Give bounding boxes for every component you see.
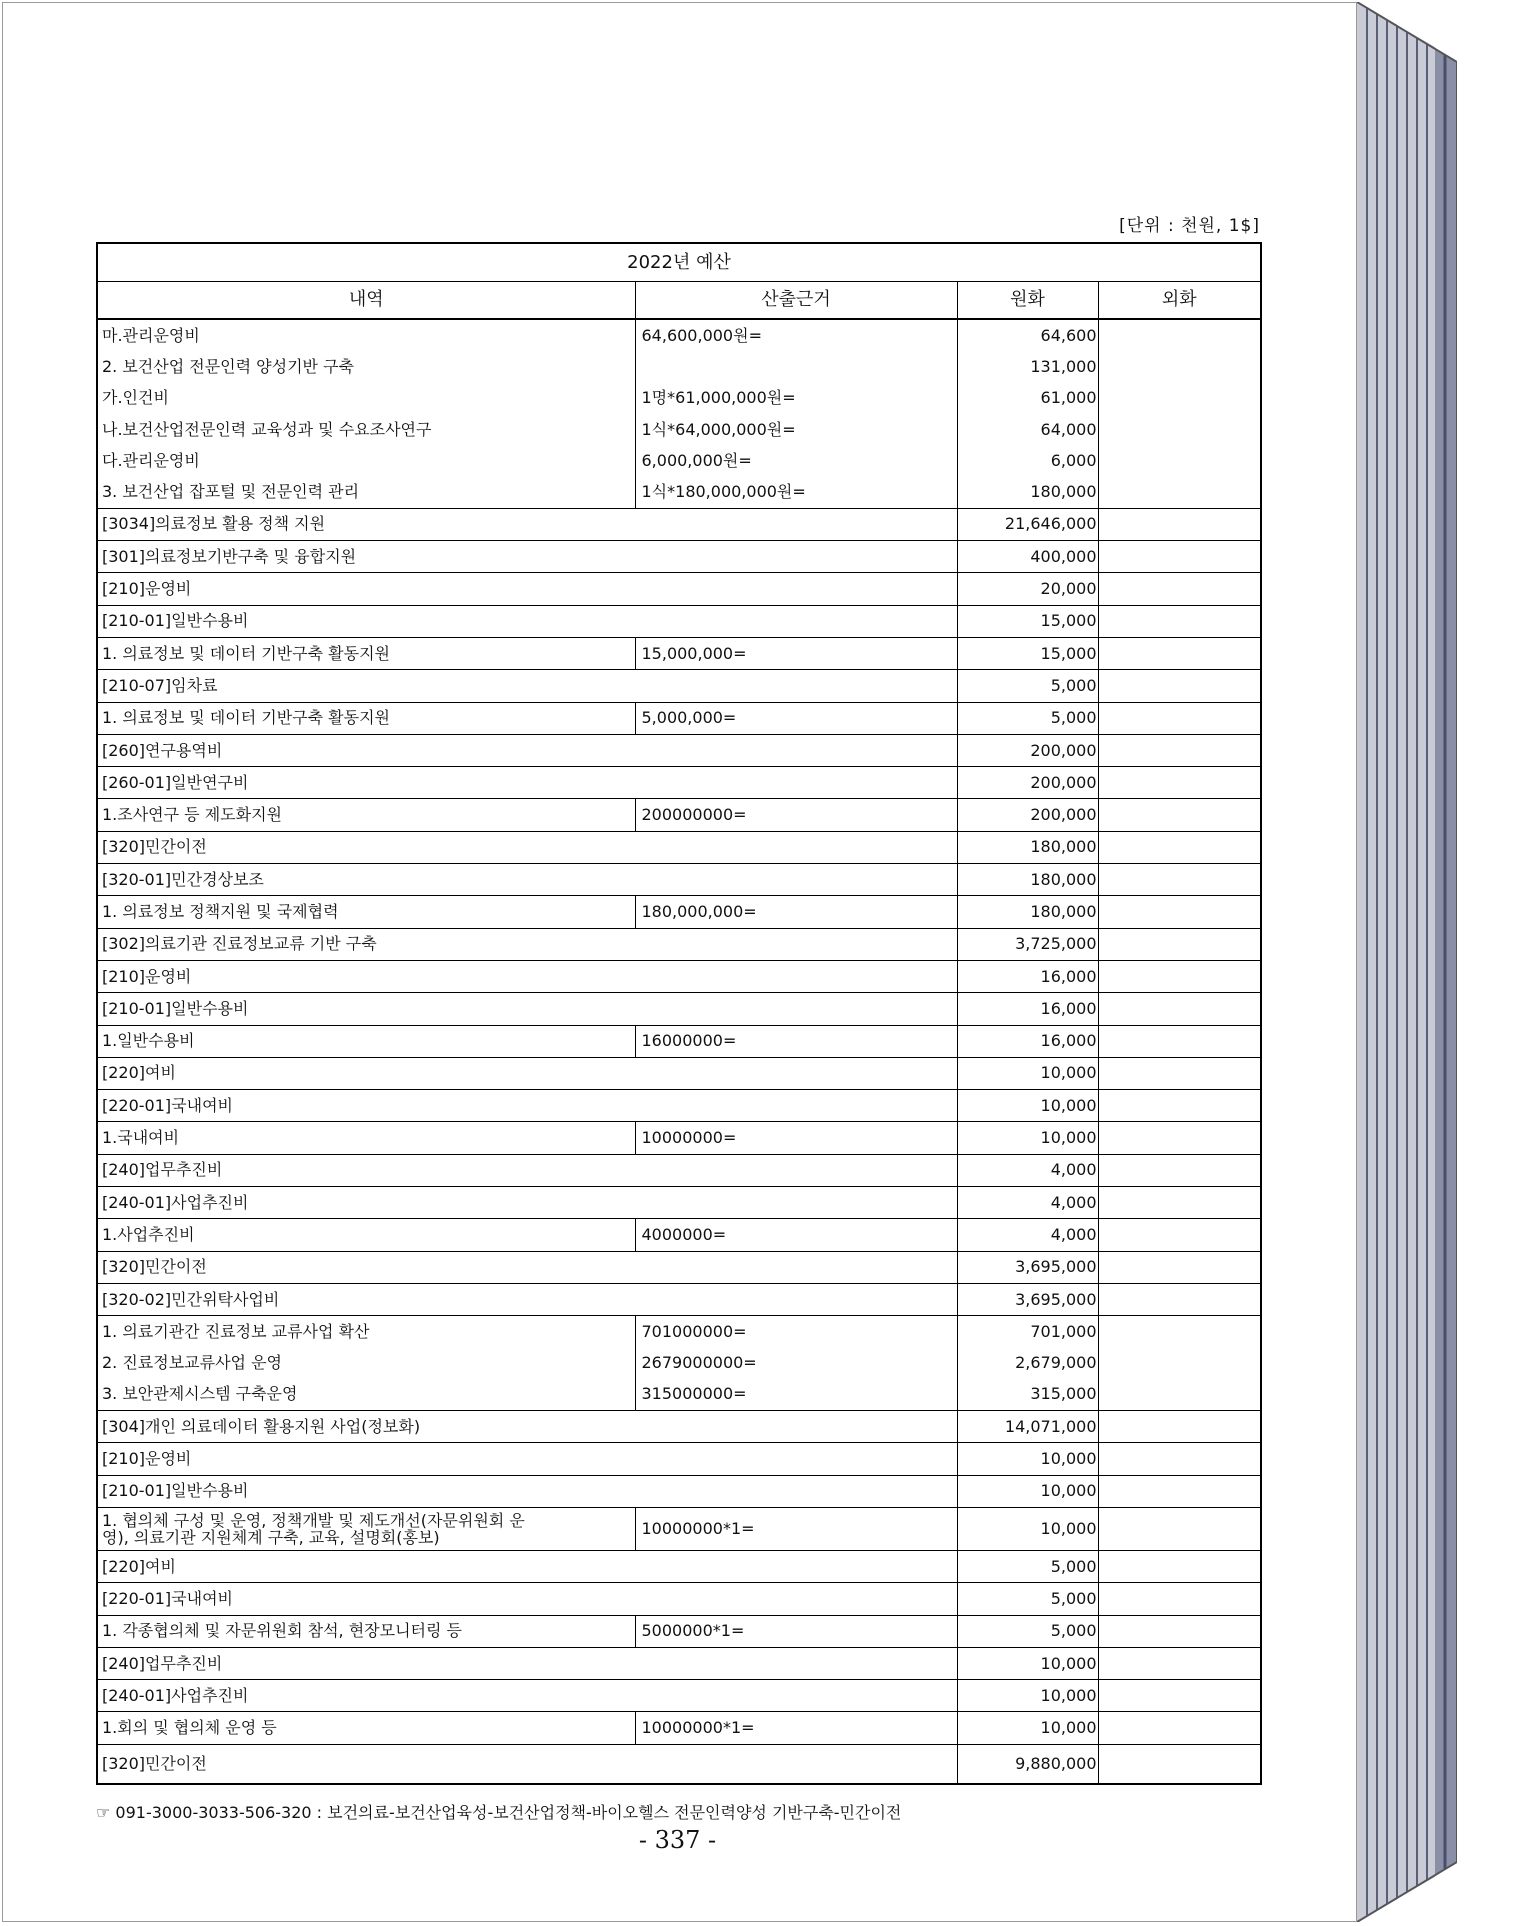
row-won-amount: 3,695,000 [957, 1251, 1098, 1283]
row-won-amount: 180,000 [957, 476, 1098, 508]
row-foreign-amount [1098, 864, 1261, 896]
table-row [97, 734, 1261, 766]
row-description: [210-07]임차료 [97, 670, 957, 702]
row-description: 2. 보건산업 전문인력 양성기반 구축 [102, 356, 354, 376]
table-row [97, 1744, 1261, 1784]
row-basis [635, 351, 957, 382]
row-foreign-amount [1098, 605, 1261, 637]
row-foreign-amount [1098, 1090, 1261, 1122]
row-foreign-amount [1098, 637, 1261, 669]
row-description: [302]의료기관 진료정보교류 기반 구축 [97, 928, 957, 960]
row-basis: 6,000,000원= [635, 445, 957, 476]
row-won-amount: 61,000 [957, 383, 1098, 414]
row-foreign-amount [1098, 1507, 1261, 1550]
table-row [97, 1316, 1261, 1348]
table-row [97, 476, 1261, 508]
row-won-amount: 10,000 [957, 1122, 1098, 1154]
row-foreign-amount [1098, 1443, 1261, 1475]
row-won-amount: 10,000 [957, 1647, 1098, 1679]
table-row [97, 1507, 1261, 1550]
row-won-amount: 5,000 [957, 670, 1098, 702]
row-description: 3. 보안관제시스템 구축운영 [97, 1379, 635, 1411]
row-description: 마.관리운영비 [102, 325, 200, 345]
row-description: [210]운영비 [97, 960, 957, 992]
book-page-edges [1357, 2, 1457, 1922]
table-row [97, 1187, 1261, 1219]
table-row [97, 1712, 1261, 1744]
row-description: [320]민간이전 [102, 1753, 207, 1773]
row-description: [320]민간이전 [97, 1251, 957, 1283]
table-row [97, 1090, 1261, 1122]
row-description: [320]민간이전 [97, 831, 957, 863]
row-basis: 5,000,000= [635, 702, 957, 734]
page-number: - 337 - [638, 1826, 717, 1854]
row-basis: 2679000000= [635, 1348, 957, 1379]
row-description: 1. 의료정보 및 데이터 기반구축 활동지원 [97, 637, 635, 669]
row-foreign-amount [1098, 476, 1261, 508]
table-row [97, 637, 1261, 669]
row-description: [210-01]일반수용비 [97, 993, 957, 1025]
row-foreign-amount [1098, 1475, 1261, 1507]
table-row [97, 670, 1261, 702]
row-description: 가.인건비 [102, 388, 169, 408]
row-foreign-amount [1098, 1680, 1261, 1712]
row-basis: 16000000= [635, 1025, 957, 1057]
table-row [97, 1443, 1261, 1475]
row-foreign-amount [1098, 1348, 1261, 1379]
row-won-amount: 15,000 [957, 605, 1098, 637]
row-won-amount: 4,000 [957, 1219, 1098, 1251]
row-foreign-amount [1098, 319, 1261, 351]
row-description: [210-01]일반수용비 [97, 1475, 957, 1507]
row-won-amount: 200,000 [957, 799, 1098, 831]
table-row [97, 1251, 1261, 1283]
header-foreign: 외화 [1098, 282, 1261, 320]
row-description: 1. 의료기관간 진료정보 교류사업 확산 [102, 1321, 370, 1341]
row-description-text: 1. 협의체 구성 및 운영, 정책개발 및 제도개선(자문위원회 운영), 의료기관 지원체계 구축, 교육, 설명회(홍보) [102, 1510, 525, 1547]
row-won-amount: 5,000 [957, 1583, 1098, 1615]
row-basis: 200000000= [635, 799, 957, 831]
row-description: 1.사업추진비 [97, 1219, 635, 1251]
row-won-amount: 14,071,000 [957, 1411, 1098, 1443]
row-foreign-amount [1098, 1647, 1261, 1679]
row-basis: 64,600,000원= [635, 319, 957, 351]
row-foreign-amount [1098, 573, 1261, 605]
row-basis: 5000000*1= [635, 1615, 957, 1647]
table-row [97, 1583, 1261, 1615]
row-won-amount: 16,000 [957, 1025, 1098, 1057]
table-title-row [97, 243, 1261, 282]
row-foreign-amount [1098, 767, 1261, 799]
row-foreign-amount [1098, 541, 1261, 573]
row-won-amount: 200,000 [957, 767, 1098, 799]
row-basis: 4000000= [635, 1219, 957, 1251]
row-foreign-amount [1098, 1122, 1261, 1154]
row-description: [240-01]사업추진비 [97, 1680, 957, 1712]
table-row [97, 414, 1261, 445]
row-won-amount: 6,000 [957, 445, 1098, 476]
table-row [97, 1379, 1261, 1411]
row-won-amount: 10,000 [957, 1475, 1098, 1507]
table-row [97, 1647, 1261, 1679]
row-foreign-amount [1098, 670, 1261, 702]
row-foreign-amount [1098, 702, 1261, 734]
table-row [97, 928, 1261, 960]
table-row [97, 1550, 1261, 1582]
row-foreign-amount [1098, 993, 1261, 1025]
row-description: [3034]의료정보 활용 정책 지원 [97, 508, 957, 540]
header-won: 원화 [957, 282, 1098, 320]
table-row [97, 1615, 1261, 1647]
table-row [97, 1219, 1261, 1251]
row-won-amount: 10,000 [957, 1443, 1098, 1475]
table-row [97, 508, 1261, 540]
table-row [97, 864, 1261, 896]
row-foreign-amount [1098, 351, 1261, 382]
row-description: 1.일반수용비 [97, 1025, 635, 1057]
table-row [97, 351, 1261, 382]
table-row [97, 1057, 1261, 1089]
row-description: [260-01]일반연구비 [97, 767, 957, 799]
table-title: 2022년 예산 [97, 243, 1261, 282]
table-row [97, 1025, 1261, 1057]
row-description: 1.국내여비 [97, 1122, 635, 1154]
row-foreign-amount [1098, 1411, 1261, 1443]
row-foreign-amount [1098, 383, 1261, 414]
row-basis: 1명*61,000,000원= [635, 383, 957, 414]
table-row [97, 702, 1261, 734]
table-row [97, 541, 1261, 573]
row-won-amount: 10,000 [957, 1090, 1098, 1122]
row-description: [210]운영비 [97, 573, 957, 605]
row-won-amount: 21,646,000 [957, 508, 1098, 540]
row-foreign-amount [1098, 1615, 1261, 1647]
row-won-amount: 400,000 [957, 541, 1098, 573]
table-body [97, 319, 1261, 1784]
table-row [97, 896, 1261, 928]
row-description: 다.관리운영비 [102, 450, 200, 470]
row-foreign-amount [1098, 1316, 1261, 1348]
row-basis: 10000000= [635, 1122, 957, 1154]
row-foreign-amount [1098, 1154, 1261, 1186]
row-won-amount: 200,000 [957, 734, 1098, 766]
row-won-amount: 5,000 [957, 1550, 1098, 1582]
row-won-amount: 4,000 [957, 1154, 1098, 1186]
table-row [97, 573, 1261, 605]
row-foreign-amount [1098, 1251, 1261, 1283]
row-basis: 15,000,000= [635, 637, 957, 669]
table-row [97, 1283, 1261, 1315]
row-description: 1. 의료정보 정책지원 및 국제협력 [97, 896, 635, 928]
table-row [97, 445, 1261, 476]
row-won-amount: 3,695,000 [957, 1283, 1098, 1315]
unit-label: [단위 : 천원, 1$] [1119, 216, 1260, 236]
row-basis: 1식*180,000,000원= [635, 476, 957, 508]
row-foreign-amount [1098, 960, 1261, 992]
row-foreign-amount [1098, 1583, 1261, 1615]
row-description: 3. 보건산업 잡포털 및 전문인력 관리 [97, 476, 635, 508]
row-foreign-amount [1098, 734, 1261, 766]
table-row [97, 1122, 1261, 1154]
row-foreign-amount [1098, 1057, 1261, 1089]
row-basis: 10000000*1= [635, 1712, 957, 1744]
row-won-amount: 16,000 [957, 993, 1098, 1025]
table-row [97, 960, 1261, 992]
row-basis: 315000000= [635, 1379, 957, 1411]
header-desc: 내역 [97, 282, 635, 320]
row-foreign-amount [1098, 1712, 1261, 1744]
row-won-amount: 10,000 [957, 1712, 1098, 1744]
row-won-amount: 10,000 [957, 1507, 1098, 1550]
row-description: [220]여비 [97, 1550, 957, 1582]
row-won-amount: 20,000 [957, 573, 1098, 605]
row-basis: 1식*64,000,000원= [635, 414, 957, 445]
row-description: [220-01]국내여비 [97, 1090, 957, 1122]
table-row [97, 319, 1261, 351]
row-foreign-amount [1098, 1025, 1261, 1057]
header-basis: 산출근거 [635, 282, 957, 320]
table-row [97, 383, 1261, 414]
row-foreign-amount [1098, 1219, 1261, 1251]
table-row [97, 605, 1261, 637]
row-foreign-amount [1098, 1187, 1261, 1219]
row-won-amount: 9,880,000 [957, 1744, 1098, 1784]
row-description: [240]업무추진비 [97, 1647, 957, 1679]
row-won-amount: 15,000 [957, 637, 1098, 669]
row-description: [220-01]국내여비 [97, 1583, 957, 1615]
row-won-amount: 180,000 [957, 831, 1098, 863]
row-basis: 180,000,000= [635, 896, 957, 928]
row-won-amount: 701,000 [957, 1316, 1098, 1348]
row-won-amount: 5,000 [957, 702, 1098, 734]
row-won-amount: 4,000 [957, 1187, 1098, 1219]
row-foreign-amount [1098, 928, 1261, 960]
row-won-amount: 3,725,000 [957, 928, 1098, 960]
row-description: [301]의료정보기반구축 및 융합지원 [97, 541, 957, 573]
table-row [97, 767, 1261, 799]
row-foreign-amount [1098, 1550, 1261, 1582]
table-row [97, 993, 1261, 1025]
row-won-amount: 10,000 [957, 1057, 1098, 1089]
table-row [97, 831, 1261, 863]
table-row [97, 1475, 1261, 1507]
row-foreign-amount [1098, 1283, 1261, 1315]
row-foreign-amount [1098, 799, 1261, 831]
row-description: 1. 의료정보 및 데이터 기반구축 활동지원 [97, 702, 635, 734]
row-basis: 701000000= [635, 1316, 957, 1348]
table-row [97, 1348, 1261, 1379]
row-description: 나.보건산업전문인력 교육성과 및 수요조사연구 [102, 419, 432, 439]
row-foreign-amount [1098, 414, 1261, 445]
row-foreign-amount [1098, 831, 1261, 863]
row-description: [260]연구용역비 [97, 734, 957, 766]
row-description: [320-01]민간경상보조 [97, 864, 957, 896]
row-description: 1.조사연구 등 제도화지원 [97, 799, 635, 831]
row-description: [240]업무추진비 [97, 1154, 957, 1186]
footnote: ☞ 091-3000-3033-506-320 : 보건의료-보건산업육성-보건산업정책-바이오헬스 전문인력양성 기반구축-민간이전 [96, 1803, 902, 1822]
row-won-amount: 5,000 [957, 1615, 1098, 1647]
row-won-amount: 16,000 [957, 960, 1098, 992]
budget-table [96, 242, 1262, 1785]
row-foreign-amount [1098, 1379, 1261, 1411]
row-won-amount: 180,000 [957, 896, 1098, 928]
row-description: [220]여비 [97, 1057, 957, 1089]
row-foreign-amount [1098, 445, 1261, 476]
table-header-row [97, 282, 1261, 320]
row-won-amount: 315,000 [957, 1379, 1098, 1411]
row-description [97, 1507, 635, 1550]
row-foreign-amount [1098, 896, 1261, 928]
row-won-amount: 64,000 [957, 414, 1098, 445]
row-won-amount: 10,000 [957, 1680, 1098, 1712]
row-description: 1.회의 및 협의체 운영 등 [97, 1712, 635, 1744]
row-foreign-amount [1098, 1744, 1261, 1784]
row-basis: 10000000*1= [635, 1507, 957, 1550]
row-description: [210-01]일반수용비 [97, 605, 957, 637]
row-description: [210]운영비 [97, 1443, 957, 1475]
row-won-amount: 180,000 [957, 864, 1098, 896]
row-description: 2. 진료정보교류사업 운영 [102, 1353, 282, 1373]
row-won-amount: 64,600 [957, 319, 1098, 351]
row-description: [320-02]민간위탁사업비 [97, 1283, 957, 1315]
table-row [97, 1680, 1261, 1712]
table-row [97, 799, 1261, 831]
row-foreign-amount [1098, 508, 1261, 540]
table-row [97, 1411, 1261, 1443]
row-won-amount: 131,000 [957, 351, 1098, 382]
row-description: 1. 각종협의체 및 자문위원회 참석, 현장모니터링 등 [97, 1615, 635, 1647]
row-description: [304]개인 의료데이터 활용지원 사업(정보화) [97, 1411, 957, 1443]
row-description: [240-01]사업추진비 [97, 1187, 957, 1219]
row-won-amount: 2,679,000 [957, 1348, 1098, 1379]
table-row [97, 1154, 1261, 1186]
